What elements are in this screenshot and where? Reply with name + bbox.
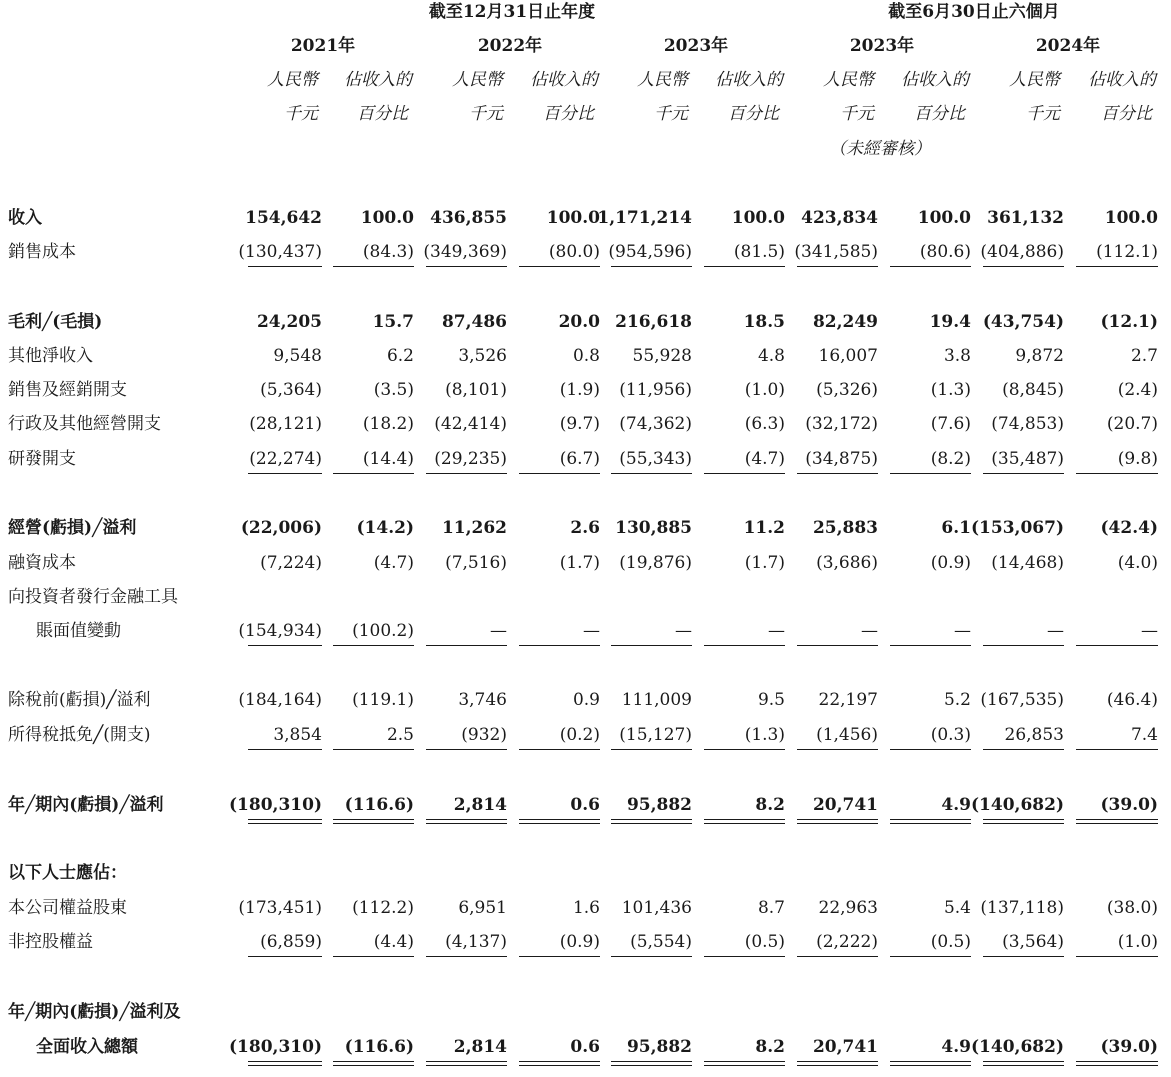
subtotal-rule	[890, 266, 971, 267]
row-value: (2.4)	[1117, 380, 1158, 400]
subtotal-rule	[333, 956, 414, 957]
row-value: (0.9)	[930, 553, 971, 573]
unit-pct-label: 佔收入的	[1088, 70, 1156, 90]
row-value: (42,414)	[434, 414, 507, 434]
subtotal-rule	[1076, 645, 1158, 646]
subtotal-rule	[797, 749, 878, 750]
row-value: (81.5)	[733, 242, 785, 262]
row-label: 銷售及經銷開支	[8, 380, 127, 400]
row-value: (4,137)	[445, 932, 507, 952]
row-label: 收入	[8, 208, 42, 228]
unaudited-note: （未經審核）	[829, 139, 931, 159]
subtotal-rule	[248, 266, 322, 267]
total-double-rule	[983, 1061, 1064, 1066]
row-label: 銷售成本	[8, 242, 76, 262]
total-double-rule	[611, 819, 692, 824]
row-value: (173,451)	[238, 898, 322, 918]
subtotal-rule	[704, 473, 785, 474]
row-value: —	[583, 621, 600, 641]
row-value: (7,516)	[445, 553, 507, 573]
row-value: (35,487)	[991, 449, 1064, 469]
row-value: (932)	[461, 725, 507, 745]
row-value: (19,876)	[619, 553, 692, 573]
subtotal-rule	[248, 645, 322, 646]
row-value: (22,274)	[249, 449, 322, 469]
row-value: (14.4)	[362, 449, 414, 469]
row-value: (4.7)	[373, 553, 414, 573]
row-value: 19.4	[929, 312, 971, 332]
row-value: 16,007	[818, 346, 878, 366]
row-value: 216,618	[615, 312, 692, 332]
unit-thousand-label: 千元	[469, 104, 503, 124]
row-value: (43,754)	[982, 312, 1064, 332]
row-value: (112.2)	[352, 898, 414, 918]
subtotal-rule	[890, 645, 971, 646]
row-value: (29,235)	[434, 449, 507, 469]
row-value: (4.4)	[373, 932, 414, 952]
row-value: 423,834	[801, 208, 878, 228]
header-fiscal-year: 截至12月31日止年度	[428, 2, 596, 22]
row-value: (0.5)	[744, 932, 785, 952]
row-value: (32,172)	[805, 414, 878, 434]
row-value: (74,853)	[991, 414, 1064, 434]
row-value: (112.1)	[1096, 242, 1158, 262]
row-value: 9,872	[1015, 346, 1064, 366]
unit-pct-label: 佔收入的	[715, 70, 783, 90]
row-value: (7,224)	[260, 553, 322, 573]
total-double-rule	[1076, 1061, 1158, 1066]
row-label: 其他淨收入	[8, 346, 93, 366]
row-value: (1.0)	[744, 380, 785, 400]
total-double-rule	[519, 819, 600, 824]
total-double-rule	[890, 819, 971, 824]
row-label: 以下人士應佔：	[8, 863, 127, 883]
subtotal-rule	[890, 956, 971, 957]
total-double-rule	[248, 819, 322, 824]
unit-thousand-label: 千元	[1026, 104, 1060, 124]
subtotal-rule	[797, 266, 878, 267]
row-value: 3,526	[458, 346, 507, 366]
header-year-0: 2021年	[290, 36, 356, 56]
total-double-rule	[797, 1061, 878, 1066]
subtotal-rule	[797, 473, 878, 474]
unit-rmb-label: 人民幣	[267, 70, 318, 90]
subtotal-rule	[519, 645, 600, 646]
row-value: —	[1047, 621, 1064, 641]
row-value: 361,132	[987, 208, 1064, 228]
subtotal-rule	[519, 473, 600, 474]
row-value: 0.9	[572, 690, 600, 710]
total-double-rule	[333, 819, 414, 824]
row-value: 7.4	[1130, 725, 1158, 745]
row-value: 100.0	[731, 208, 785, 228]
row-value: (8,845)	[1002, 380, 1064, 400]
row-value: 0.8	[572, 346, 600, 366]
subtotal-rule	[983, 473, 1064, 474]
subtotal-rule	[248, 749, 322, 750]
row-label: 全面收入總額	[36, 1037, 138, 1057]
row-value: 4.9	[941, 1037, 971, 1057]
row-value: (1.7)	[744, 553, 785, 573]
row-value: 95,882	[626, 795, 692, 815]
row-value: (80.6)	[919, 242, 971, 262]
subtotal-rule	[704, 266, 785, 267]
subtotal-rule	[519, 956, 600, 957]
row-value: 3,854	[273, 725, 322, 745]
row-label: 毛利╱(毛損)	[8, 312, 103, 332]
total-double-rule	[426, 819, 507, 824]
row-value: (4.7)	[744, 449, 785, 469]
row-value: (6.3)	[744, 414, 785, 434]
row-value: 3.8	[943, 346, 971, 366]
row-value: 95,882	[626, 1037, 692, 1057]
row-value: 9.5	[757, 690, 785, 710]
row-value: (153,067)	[971, 518, 1064, 538]
row-value: 82,249	[812, 312, 878, 332]
row-value: 18.5	[743, 312, 785, 332]
row-label: 年╱期內(虧損)╱溢利及	[8, 1002, 181, 1022]
row-value: (5,364)	[260, 380, 322, 400]
subtotal-rule	[426, 266, 507, 267]
row-value: (954,596)	[608, 242, 692, 262]
subtotal-rule	[1076, 749, 1158, 750]
row-label: 所得稅抵免╱(開支)	[8, 725, 151, 745]
row-value: 8.7	[757, 898, 785, 918]
row-label: 除稅前(虧損)╱溢利	[8, 690, 151, 710]
row-value: (140,682)	[971, 795, 1064, 815]
row-value: (18.2)	[362, 414, 414, 434]
subtotal-rule	[983, 956, 1064, 957]
row-value: 25,883	[812, 518, 878, 538]
unit-pct-label: 佔收入的	[344, 70, 412, 90]
row-label: 行政及其他經營開支	[8, 414, 161, 434]
row-value: (2,222)	[816, 932, 878, 952]
row-value: (341,585)	[794, 242, 878, 262]
row-value: 20,741	[812, 795, 878, 815]
unit-percent-label: 百分比	[543, 104, 594, 124]
row-value: (74,362)	[619, 414, 692, 434]
subtotal-rule	[1076, 473, 1158, 474]
row-value: 26,853	[1004, 725, 1064, 745]
unit-percent-label: 百分比	[728, 104, 779, 124]
subtotal-rule	[248, 473, 322, 474]
row-value: (14,468)	[991, 553, 1064, 573]
row-value: (55,343)	[619, 449, 692, 469]
row-value: 2.7	[1130, 346, 1158, 366]
row-value: (119.1)	[352, 690, 414, 710]
row-label: 向投資者發行金融工具	[8, 587, 178, 607]
row-label: 研發開支	[8, 449, 76, 469]
header-six-months: 截至6月30日止六個月	[888, 2, 1060, 22]
row-value: (3,686)	[816, 553, 878, 573]
header-year-3: 2023年	[849, 36, 915, 56]
row-value: 101,436	[621, 898, 692, 918]
total-double-rule	[704, 1061, 785, 1066]
row-value: 0.6	[570, 795, 600, 815]
row-value: 5.2	[943, 690, 971, 710]
subtotal-rule	[611, 645, 692, 646]
total-double-rule	[983, 819, 1064, 824]
row-value: (0.2)	[559, 725, 600, 745]
row-value: (184,164)	[238, 690, 322, 710]
row-value: (84.3)	[362, 242, 414, 262]
row-value: 15.7	[372, 312, 414, 332]
row-value: (9.7)	[559, 414, 600, 434]
row-value: (8,101)	[445, 380, 507, 400]
row-value: 1.6	[572, 898, 600, 918]
row-value: 3,746	[458, 690, 507, 710]
subtotal-rule	[797, 645, 878, 646]
subtotal-rule	[426, 645, 507, 646]
unit-thousand-label: 千元	[840, 104, 874, 124]
subtotal-rule	[983, 266, 1064, 267]
row-value: 2.5	[386, 725, 414, 745]
row-value: 100.0	[917, 208, 971, 228]
unit-rmb-label: 人民幣	[823, 70, 874, 90]
subtotal-rule	[248, 956, 322, 957]
unit-rmb-label: 人民幣	[1009, 70, 1060, 90]
subtotal-rule	[426, 749, 507, 750]
row-value: (6,859)	[260, 932, 322, 952]
row-value: 87,486	[441, 312, 507, 332]
row-value: (1,456)	[816, 725, 878, 745]
row-value: 6.2	[386, 346, 414, 366]
subtotal-rule	[426, 956, 507, 957]
row-value: 100.0	[1104, 208, 1158, 228]
unit-thousand-label: 千元	[654, 104, 688, 124]
row-value: (3.5)	[373, 380, 414, 400]
total-double-rule	[426, 1061, 507, 1066]
row-value: 9,548	[273, 346, 322, 366]
row-label: 本公司權益股東	[8, 898, 127, 918]
header-year-4: 2024年	[1035, 36, 1101, 56]
row-value: 2.6	[570, 518, 600, 538]
total-double-rule	[704, 819, 785, 824]
header-year-2: 2023年	[663, 36, 729, 56]
row-value: 2,814	[453, 795, 507, 815]
subtotal-rule	[1076, 266, 1158, 267]
row-value: 1,171,214	[597, 208, 692, 228]
row-value: (5,554)	[630, 932, 692, 952]
subtotal-rule	[890, 473, 971, 474]
row-value: (0.3)	[930, 725, 971, 745]
row-value: (116.6)	[344, 1037, 414, 1057]
row-value: (20.7)	[1106, 414, 1158, 434]
row-value: —	[768, 621, 785, 641]
row-value: —	[675, 621, 692, 641]
row-value: 11.2	[743, 518, 785, 538]
row-value: 5.4	[943, 898, 971, 918]
row-value: —	[954, 621, 971, 641]
row-value: (5,326)	[816, 380, 878, 400]
row-value: (180,310)	[229, 795, 322, 815]
subtotal-rule	[983, 749, 1064, 750]
row-value: 0.6	[570, 1037, 600, 1057]
row-value: (8.2)	[930, 449, 971, 469]
row-value: 6.1	[941, 518, 971, 538]
row-label: 年╱期內(虧損)╱溢利	[8, 795, 164, 815]
unit-percent-label: 百分比	[914, 104, 965, 124]
unit-rmb-label: 人民幣	[637, 70, 688, 90]
total-double-rule	[797, 819, 878, 824]
row-value: (11,956)	[619, 380, 692, 400]
subtotal-rule	[890, 749, 971, 750]
row-label: 賬面值變動	[36, 621, 121, 641]
unit-percent-label: 百分比	[1101, 104, 1152, 124]
row-value: (39.0)	[1100, 1037, 1158, 1057]
row-value: 154,642	[245, 208, 322, 228]
row-value: 24,205	[256, 312, 322, 332]
row-value: 436,855	[430, 208, 507, 228]
row-value: 4.8	[757, 346, 785, 366]
row-value: (1.7)	[559, 553, 600, 573]
subtotal-rule	[333, 645, 414, 646]
subtotal-rule	[333, 749, 414, 750]
row-value: (116.6)	[344, 795, 414, 815]
row-value: 100.0	[360, 208, 414, 228]
subtotal-rule	[704, 749, 785, 750]
row-value: 130,885	[615, 518, 692, 538]
subtotal-rule	[983, 645, 1064, 646]
row-value: 11,262	[441, 518, 507, 538]
subtotal-rule	[333, 266, 414, 267]
subtotal-rule	[1076, 956, 1158, 957]
subtotal-rule	[611, 266, 692, 267]
subtotal-rule	[519, 266, 600, 267]
row-value: (39.0)	[1100, 795, 1158, 815]
row-value: (1.3)	[744, 725, 785, 745]
row-label: 經營(虧損)╱溢利	[8, 518, 137, 538]
total-double-rule	[1076, 819, 1158, 824]
row-value: —	[1141, 621, 1158, 641]
row-value: (80.0)	[548, 242, 600, 262]
row-value: (46.4)	[1106, 690, 1158, 710]
row-value: 55,928	[632, 346, 692, 366]
row-value: (7.6)	[930, 414, 971, 434]
row-value: (0.9)	[559, 932, 600, 952]
row-value: —	[490, 621, 507, 641]
row-value: (140,682)	[971, 1037, 1064, 1057]
row-value: 2,814	[453, 1037, 507, 1057]
row-value: (6.7)	[559, 449, 600, 469]
row-value: (130,437)	[238, 242, 322, 262]
row-value: 20.0	[558, 312, 600, 332]
row-value: (22,006)	[240, 518, 322, 538]
total-double-rule	[333, 1061, 414, 1066]
total-double-rule	[890, 1061, 971, 1066]
row-value: (4.0)	[1117, 553, 1158, 573]
subtotal-rule	[333, 473, 414, 474]
row-value: 8.2	[755, 795, 785, 815]
subtotal-rule	[611, 749, 692, 750]
row-value: 8.2	[755, 1037, 785, 1057]
subtotal-rule	[704, 956, 785, 957]
row-value: (15,127)	[619, 725, 692, 745]
row-value: 22,963	[818, 898, 878, 918]
row-value: (154,934)	[238, 621, 322, 641]
subtotal-rule	[797, 956, 878, 957]
row-value: 22,197	[818, 690, 878, 710]
row-value: (42.4)	[1100, 518, 1158, 538]
row-value: (3,564)	[1002, 932, 1064, 952]
unit-pct-label: 佔收入的	[901, 70, 969, 90]
total-double-rule	[519, 1061, 600, 1066]
total-double-rule	[248, 1061, 322, 1066]
subtotal-rule	[519, 749, 600, 750]
unit-rmb-label: 人民幣	[452, 70, 503, 90]
row-value: (100.2)	[352, 621, 414, 641]
row-value: 4.9	[941, 795, 971, 815]
row-value: (137,118)	[980, 898, 1064, 918]
row-value: (1.3)	[930, 380, 971, 400]
row-value: 6,951	[458, 898, 507, 918]
total-double-rule	[611, 1061, 692, 1066]
row-value: 20,741	[812, 1037, 878, 1057]
row-value: (12.1)	[1100, 312, 1158, 332]
row-value: (180,310)	[229, 1037, 322, 1057]
row-value: 111,009	[621, 690, 692, 710]
row-label: 融資成本	[8, 553, 76, 573]
row-value: (38.0)	[1106, 898, 1158, 918]
row-value: —	[861, 621, 878, 641]
unit-pct-label: 佔收入的	[530, 70, 598, 90]
row-value: (28,121)	[249, 414, 322, 434]
subtotal-rule	[611, 473, 692, 474]
row-value: 100.0	[546, 208, 600, 228]
row-value: (349,369)	[423, 242, 507, 262]
row-value: (1.9)	[559, 380, 600, 400]
subtotal-rule	[704, 645, 785, 646]
subtotal-rule	[611, 956, 692, 957]
row-label: 非控股權益	[8, 932, 93, 952]
row-value: (34,875)	[805, 449, 878, 469]
row-value: (9.8)	[1117, 449, 1158, 469]
row-value: (167,535)	[980, 690, 1064, 710]
unit-thousand-label: 千元	[284, 104, 318, 124]
row-value: (1.0)	[1117, 932, 1158, 952]
unit-percent-label: 百分比	[357, 104, 408, 124]
subtotal-rule	[426, 473, 507, 474]
header-year-1: 2022年	[477, 36, 543, 56]
row-value: (0.5)	[930, 932, 971, 952]
row-value: (404,886)	[980, 242, 1064, 262]
row-value: (14.2)	[356, 518, 414, 538]
